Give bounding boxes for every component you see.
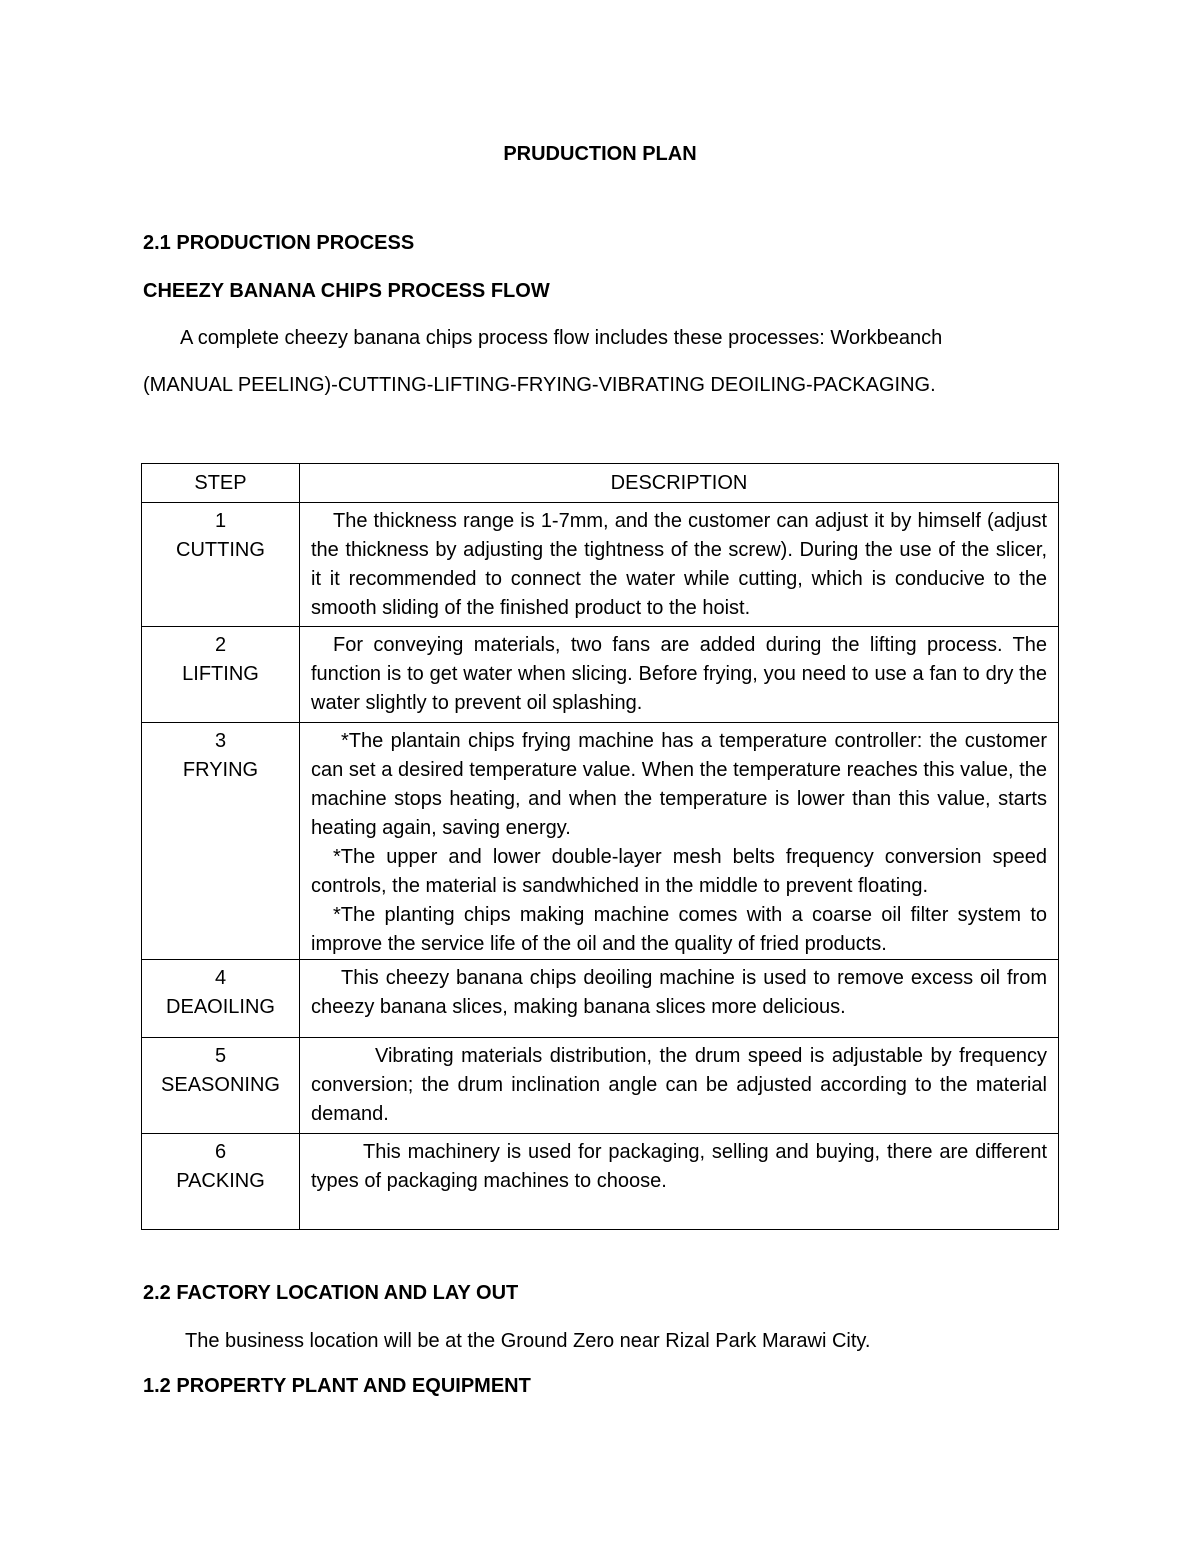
description-text: This cheezy banana chips deoiling machine is used to remove excess oil from cheezy banana slices, making banana slices more delicious. <box>311 967 1047 1018</box>
section-heading-production-process: 2.1 PRODUCTION PROCESS <box>143 232 415 254</box>
step-number: 1 <box>214 510 227 532</box>
step-number: 6 <box>214 1141 227 1163</box>
document-title: PRUDUCTION PLAN <box>503 143 697 165</box>
description-cell <box>300 1134 1059 1230</box>
table-row <box>142 627 1059 723</box>
table-row <box>142 960 1059 1038</box>
description-cell <box>300 960 1059 1038</box>
description-text: For conveying materials, two fans are added during the lifting process. The function is to get water when slicing. Before frying, you need to use a fan to dry the water slightly to prevent oil splashing. <box>311 634 1047 714</box>
table-row <box>142 723 1059 960</box>
step-name: PACKING <box>176 1170 265 1192</box>
section-heading-property-plant-equipment: 1.2 PROPERTY PLANT AND EQUIPMENT <box>143 1375 531 1397</box>
step-cell <box>142 503 300 627</box>
step-cell <box>142 723 300 960</box>
table-row <box>142 1038 1059 1134</box>
column-header-description: DESCRIPTION <box>300 464 1059 503</box>
intro-paragraph-line-1: A complete cheezy banana chips process flow includes these processes: Workbeanch <box>180 327 943 349</box>
step-name: CUTTING <box>176 539 265 561</box>
step-name: FRYING <box>182 759 259 781</box>
step-name: DEAOILING <box>166 996 275 1018</box>
step-cell <box>142 1134 300 1230</box>
description-cell <box>300 627 1059 723</box>
description-text: *The planting chips making machine comes with a coarse oil filter system to improve the service life of the oil and the quality of fried products. <box>311 904 1047 955</box>
table-row <box>142 1134 1059 1230</box>
description-text: The thickness range is 1-7mm, and the customer can adjust it by himself (adjust the thickness by adjusting the tightness of the screw). During the use of the slicer, it it recommended to connect the water while cutting, which is conducive to the smooth sliding of the finished product to the hoist. <box>311 510 1047 619</box>
step-number: 5 <box>214 1045 227 1067</box>
step-number: 4 <box>214 967 227 989</box>
table-header-row <box>142 464 1059 503</box>
step-number: 2 <box>214 634 227 656</box>
description-text: Vibrating materials distribution, the drum speed is adjustable by frequency conversion; the drum inclination angle can be adjusted according to the material demand. <box>311 1045 1047 1125</box>
description-cell <box>300 503 1059 627</box>
step-name: LIFTING <box>182 663 259 685</box>
step-name: SEASONING <box>161 1074 280 1096</box>
process-steps-table <box>141 463 1059 1230</box>
step-number: 3 <box>214 730 227 752</box>
section-heading-factory-location: 2.2 FACTORY LOCATION AND LAY OUT <box>143 1282 519 1304</box>
column-header-step: STEP <box>142 464 300 503</box>
factory-location-text: The business location will be at the Ground Zero near Rizal Park Marawi City. <box>185 1330 871 1352</box>
description-cell <box>300 723 1059 960</box>
intro-paragraph-line-2: (MANUAL PEELING)-CUTTING-LIFTING-FRYING-VIBRATING DEOILING-PACKAGING. <box>143 374 936 396</box>
step-cell <box>142 627 300 723</box>
step-cell <box>142 960 300 1038</box>
subheading-process-flow: CHEEZY BANANA CHIPS PROCESS FLOW <box>143 280 550 302</box>
table-row <box>142 503 1059 627</box>
description-cell <box>300 1038 1059 1134</box>
description-text: *The upper and lower double-layer mesh belts frequency conversion speed controls, the material is sandwhiched in the middle to prevent floating. <box>311 846 1047 897</box>
description-text: *The plantain chips frying machine has a temperature controller: the customer can set a desired temperature value. When the temperature reaches this value, the machine stops heating, and when the temperature is lower than this value, starts heating again, saving energy. <box>311 730 1047 839</box>
description-text: This machinery is used for packaging, selling and buying, there are different types of packaging machines to choose. <box>311 1141 1047 1192</box>
step-cell <box>142 1038 300 1134</box>
